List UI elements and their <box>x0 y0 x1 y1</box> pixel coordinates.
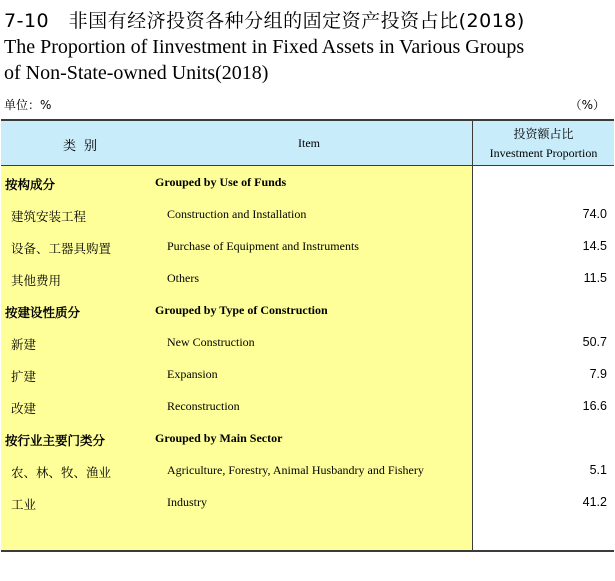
header-proportion-cn: 投资额占比 <box>513 127 574 141</box>
row-label-en: Expansion <box>167 367 218 381</box>
row-label-en: Grouped by Main Sector <box>155 431 283 445</box>
header-item: Item <box>298 136 320 150</box>
row-label-en: Grouped by Use of Funds <box>155 175 287 189</box>
row-value: 50.7 <box>582 335 607 349</box>
table-row <box>1 455 614 487</box>
row-label-en: Others <box>167 271 199 285</box>
row-label-cn: 工业 <box>11 497 37 512</box>
row-label-cn: 改建 <box>11 401 37 416</box>
row-label-cn: 扩建 <box>11 369 37 384</box>
row-label-cn: 农、林、牧、渔业 <box>11 465 112 480</box>
row-label-cn: 按建设性质分 <box>5 305 81 320</box>
table-row <box>1 327 614 359</box>
data-table <box>1 119 614 552</box>
row-label-en: Agriculture, Forestry, Animal Husbandry and Fishery <box>167 463 424 477</box>
group-row <box>1 295 614 327</box>
group-row <box>1 167 614 199</box>
row-label-en: Reconstruction <box>167 399 240 413</box>
row-label-en: Grouped by Type of Construction <box>155 303 328 317</box>
row-value: 5.1 <box>589 463 607 477</box>
row-value: 16.6 <box>582 399 607 413</box>
row-value: 74.0 <box>582 207 607 221</box>
table-row <box>1 199 614 231</box>
row-label-en: Purchase of Equipment and Instruments <box>167 239 359 253</box>
row-label-en: Industry <box>167 495 207 509</box>
row-label-cn: 按行业主要门类分 <box>5 433 106 448</box>
table-title-en-line2: of Non-State-owned Units(2018) <box>4 62 269 84</box>
row-label-cn: 其他费用 <box>11 273 62 288</box>
row-value: 11.5 <box>583 271 607 285</box>
row-label-en: New Construction <box>167 335 255 349</box>
table-row <box>1 231 614 263</box>
table-header <box>1 121 614 166</box>
row-value: 41.2 <box>582 495 607 509</box>
row-value: 14.5 <box>582 239 607 253</box>
row-label-cn: 按构成分 <box>5 177 56 192</box>
table-row <box>1 359 614 391</box>
table-row <box>1 263 614 295</box>
row-label-cn: 建筑安装工程 <box>11 209 87 224</box>
row-label-en: Construction and Installation <box>167 207 307 221</box>
row-label-cn: 设备、工器具购置 <box>11 241 112 256</box>
table-row <box>1 487 614 519</box>
table-title-cn: 7-10 非国有经济投资各种分组的固定资产投资占比(2018) <box>4 10 525 32</box>
group-row <box>1 423 614 455</box>
row-label-cn: 新建 <box>11 337 37 352</box>
header-category: 类别 <box>63 139 106 154</box>
unit-label-right: （%） <box>569 98 605 112</box>
unit-label: 单位：% <box>4 98 52 112</box>
table-title-en-line1: The Proportion of Iinvestment in Fixed Assets in Various Groups <box>4 36 525 58</box>
table-row <box>1 391 614 423</box>
header-proportion-en: Investment Proportion <box>489 146 598 160</box>
row-value: 7.9 <box>589 367 607 381</box>
